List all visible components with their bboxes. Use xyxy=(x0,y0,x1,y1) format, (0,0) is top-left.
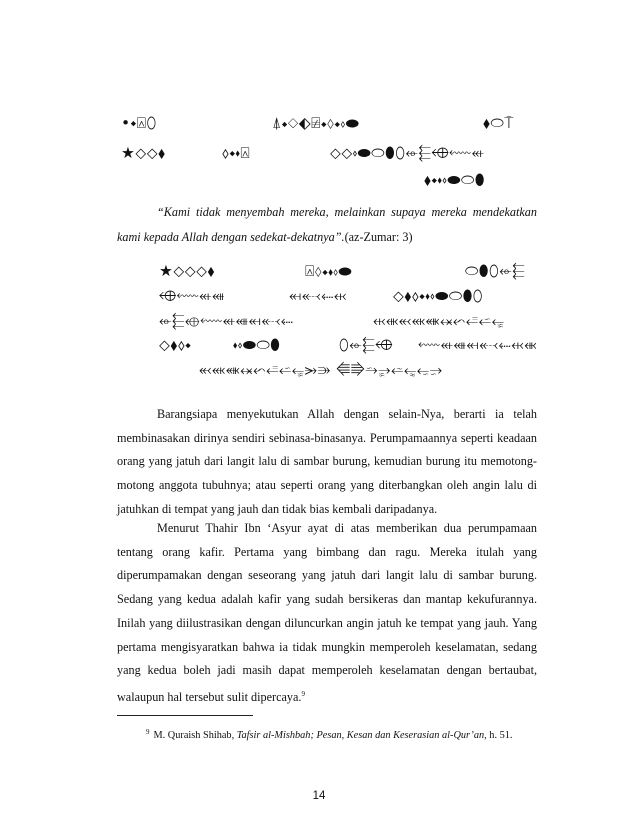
footnote-number: 9 xyxy=(146,728,150,736)
footnote-rule xyxy=(117,715,253,716)
arabic-line-6a: ⬰⬱⬲⬳⬴⬵⬶⬷⬸ xyxy=(159,312,294,330)
quote-italic-text: “Kami tidak menyembah mereka, melainkan supaya mereka mendekatkan kami kepada Allah dengan sedekat-dekatnya”. xyxy=(117,205,537,244)
footnote-title: Tafsir al-Mishbah; Pesan, Kesan dan Keserasian al-Qur’an, xyxy=(236,730,487,741)
arabic-line-4a: ★⬦⬦⬦⬧ xyxy=(159,262,215,280)
arabic-line-1b: ⍋⬩⬦⬖⍯⬩⬨⬩⬫⬬ xyxy=(272,114,360,132)
body-paragraph-2 xyxy=(117,517,537,710)
quote-citation: (az-Zumar: 3) xyxy=(344,230,413,244)
arabic-line-7b: ⬪⬫⬬⬭⬮ xyxy=(233,336,281,354)
arabic-line-4c: ⬭⬮⬯⬰⬱ xyxy=(465,262,526,280)
arabic-line-5c: ⬦⬧⬨⬩⬪⬫⬬⬭⬮⬯ xyxy=(393,287,484,305)
arabic-line-5a: ⬲⬳⬴⬵ xyxy=(159,287,225,305)
arabic-line-2a: ★⬦⬦⬧ xyxy=(121,144,166,162)
footnote-reference: 9 xyxy=(301,689,305,698)
arabic-line-1a: •⬩⍓⬯ xyxy=(121,114,157,132)
arabic-line-3: ⬧⬩⬪⬫⬬⬭⬮ xyxy=(424,171,485,189)
body-paragraph-1 xyxy=(117,403,537,522)
arabic-line-4b: ⍓⬨⬩⬪⬫⬬ xyxy=(305,262,353,280)
arabic-line-5b: ⬶⬷⬸⬹ xyxy=(289,287,347,305)
arabic-line-8: ⬻⬼⬽⬾⬿⭀⭁⭂⭃⭄ ⭅⭆⭇⭈⭉⭊⭋⭌ xyxy=(199,361,443,379)
page-number: 14 xyxy=(312,790,326,802)
translation-quote xyxy=(117,200,537,250)
paragraph-2-text: Menurut Thahir Ibn ‘Asyur ayat di atas memberikan dua perumpamaan tentang orang kafir. Pertama yang bimbang dan ragu. Mereka itulah yang diperumpamakan dengan seseorang yang jatuh dari langit lalu di sambar burung. Sedang yang kedua adalah kafir yang sudah bersikeras dan mantap kekufurannya. Inilah yang diilustrasikan dengan diluncurkan angin jatuh ke tempat yang jauh. Yang pertama mengisyaratkan bahwa ia tidak mungkin memperoleh keselamatan, sedang yang kedua boleh jadi masih dapat memperoleh keselamatan dengan bertaubat, walaupun hal tersebut sulit dipercaya. xyxy=(117,521,537,704)
arabic-line-1c: ⬧⬭⍑ xyxy=(483,114,515,132)
arabic-line-7d: ⬳⬴⬵⬶⬷⬸⬹⬺ xyxy=(418,336,538,354)
footnote-author: M. Quraish Shihab, xyxy=(153,730,237,741)
arabic-line-7a: ⬦⬧⬨⬩ xyxy=(159,336,192,354)
arabic-line-6b: ⬹⬺⬻⬼⬽⬾⬿⭀⭁⭂ xyxy=(373,312,505,330)
footnote xyxy=(146,728,546,741)
paragraph-1-text: Barangsiapa menyekutukan Allah dengan selain-Nya, berarti ia telah membinasakan dirinya sendiri sebinasa-binasanya. Perumpamaannya seperti keadaan orang yang jatuh dari langit lalu di sambar burung, kemudian burung itu memotong-motong anggota tubuhnya; atau seperti orang yang diterbangkan oleh angin lalu di jatuhkan di tempat yang jauh dan tidak bias kembali daripadanya. xyxy=(117,407,537,516)
arabic-line-7c: ⬯⬰⬱⬲ xyxy=(339,336,393,354)
arabic-line-2c: ⬦⬦⬫⬬⬭⬮⬯⬰⬱⬲⬳⬴ xyxy=(330,144,485,162)
arabic-line-2b: ⬨⬩⬪⍓ xyxy=(222,144,251,162)
footnote-page: h. 51. xyxy=(486,730,513,741)
